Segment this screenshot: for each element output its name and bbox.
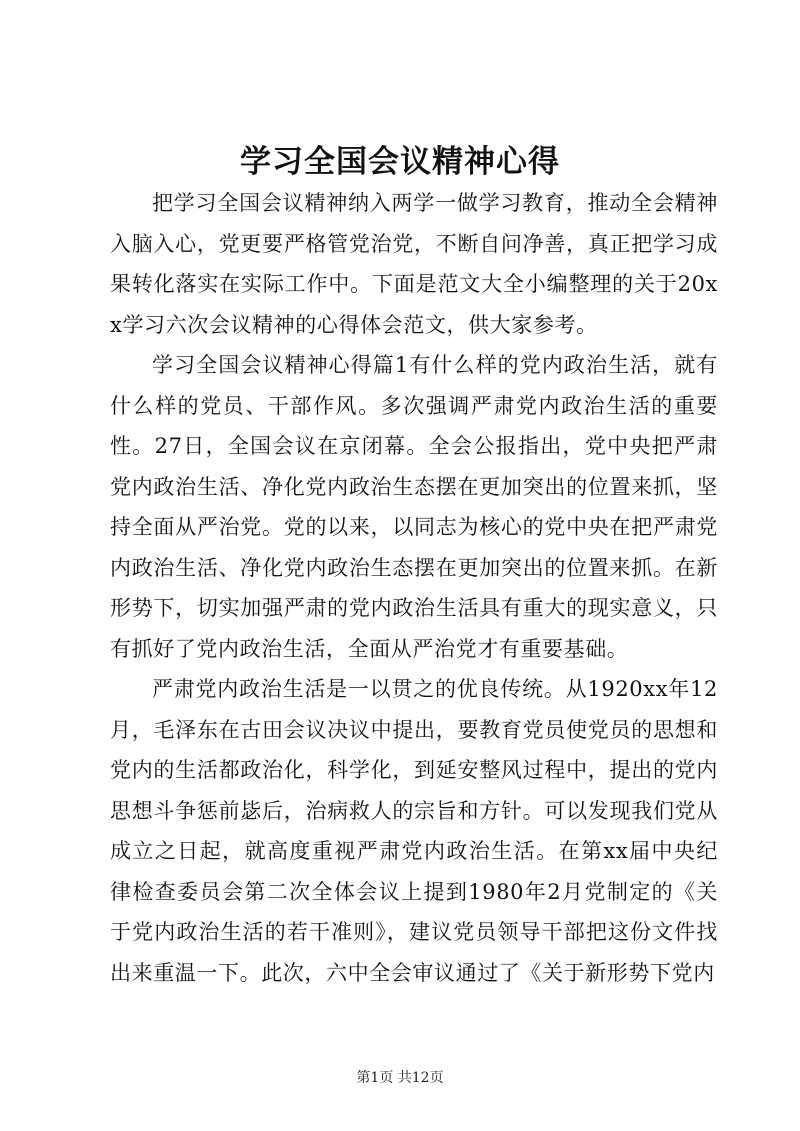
- page-number-footer: 第1页 共12页: [356, 1070, 444, 1086]
- document-body: [110, 183, 718, 993]
- document-title: 学习全国会议精神心得: [240, 144, 560, 180]
- paragraph-tradition: 严肃党内政治生活是一以贯之的优良传统。从1920xx年12月，毛泽东在古田会议决议中提出，要教育党员使党员的思想和党内的生活都政治化，科学化，到延安整风过程中，提出的党内思想斗争惩前毖后，治病救人的宗旨和方针。可以发现我们党从成立之日起，就高度重视严肃党内政治生活。在第xx届中央纪律检查委员会第二次全体会议上提到1980年2月党制定的《关于党内政治生活的若干准则》，建议党员领导干部把这份文件找出来重温一下。此次，六中全会审议通过了《关于新形势下党内: [110, 677, 718, 985]
- paragraph-section-1: 学习全国会议精神心得篇1有什么样的党内政治生活，就有什么样的党员、干部作风。多次强调严肃党内政治生活的重要性。27日，全国会议在京闭幕。全会公报指出，党中央把严肃党内政治生活、净化党内政治生态摆在更加突出的位置来抓，坚持全面从严治党。党的以来，以同志为核心的党中央在把严肃党内政治生活、净化党内政治生态摆在更加突出的位置来抓。在新形势下，切实加强严肃的党内政治生活具有重大的现实意义，只有抓好了党内政治生活，全面从严治党才有重要基础。: [110, 353, 718, 661]
- paragraph-intro: 把学习全国会议精神纳入两学一做学习教育，推动全会精神入脑入心，党更要严格管党治党，不断自问净善，真正把学习成果转化落实在实际工作中。下面是范文大全小编整理的关于20xx学习六次会议精神的心得体会范文，供大家参考。: [110, 191, 718, 337]
